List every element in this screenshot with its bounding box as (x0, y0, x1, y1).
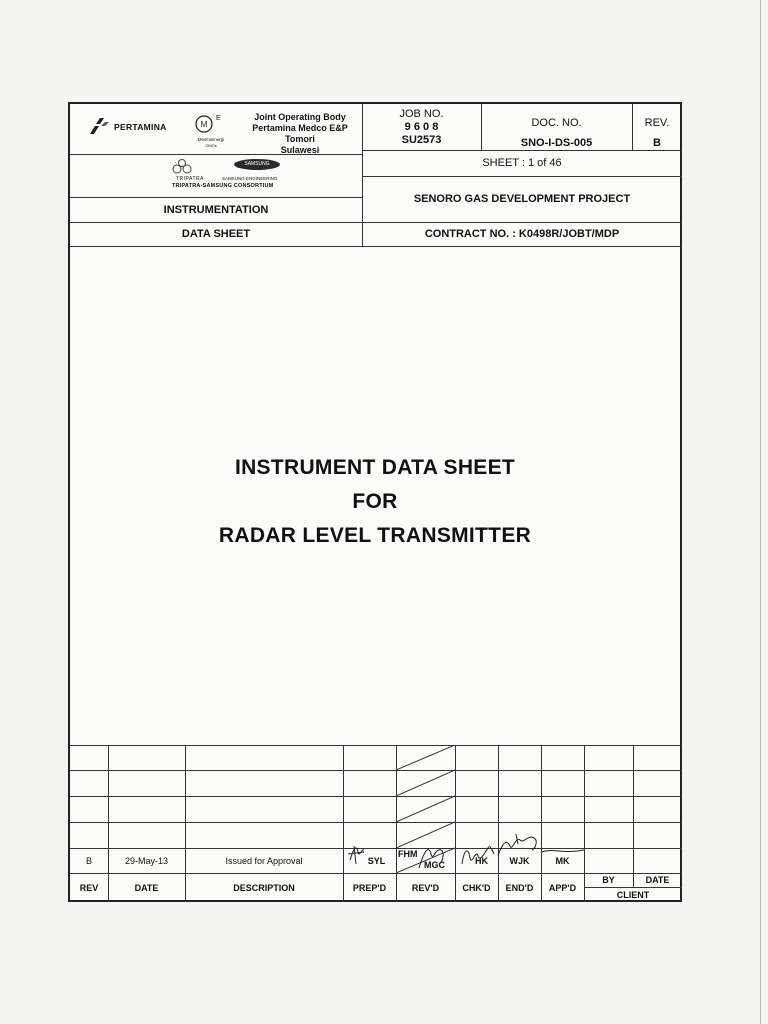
medco-logo-text: MedcoEnergi (197, 137, 225, 142)
label-client-by: BY (602, 875, 615, 885)
title-line-2: FOR (352, 490, 398, 513)
rev-row-appd: MK (555, 855, 570, 866)
label-client: CLIENT (616, 889, 650, 900)
rev-row-description: Issued for Approval (225, 855, 303, 866)
sheet-label: SHEET : (482, 157, 525, 169)
consortium-logo-block (70, 154, 362, 197)
rev-row-prepd: SYL (367, 855, 386, 866)
svg-text:M: M (200, 120, 208, 129)
data-sheet-page (68, 102, 682, 902)
sheet-number-cell (362, 150, 682, 176)
label-client-date: DATE (645, 875, 670, 885)
samsung-logo: SAMSUNG (234, 159, 280, 170)
pertamina-logo (88, 118, 167, 141)
rev-value: B (653, 137, 661, 149)
consortium-name: TRIPATRA-SAMSUNG CONSORTIUM (172, 183, 274, 189)
medco-logo (190, 112, 232, 152)
chkd-signature (458, 840, 498, 870)
rev-table-line-1 (70, 770, 682, 771)
doc-no-cell (481, 113, 632, 153)
doc-no-label: DOC. NO. (531, 117, 582, 129)
pertamina-mark-icon (88, 118, 110, 136)
rev-cell (632, 113, 682, 153)
label-rev: REV (79, 882, 99, 893)
label-prepd: PREP'D (352, 882, 387, 893)
doc-no-value: SNO-I-DS-005 (520, 137, 593, 149)
label-appd: APP'D (548, 882, 577, 893)
label-date: DATE (134, 882, 159, 893)
label-revd: REV'D (411, 882, 440, 893)
svg-text:E: E (216, 115, 221, 122)
title-line-3: RADAR LEVEL TRANSMITTER (218, 524, 532, 547)
project-name: SENORO GAS DEVELOPMENT PROJECT (413, 193, 631, 205)
rev-table-line-2 (70, 796, 682, 797)
job-no-sub: SU2573 (401, 134, 442, 146)
label-chkd: CHK'D (462, 882, 491, 893)
doc-type-label: DATA SHEET (181, 228, 251, 240)
job-no-value: 9 6 0 8 (404, 121, 439, 133)
jv-line-2: Pertamina Medco E&P Tomori (252, 123, 348, 144)
discipline-label: INSTRUMENTATION (163, 203, 269, 216)
label-description: DESCRIPTION (233, 882, 295, 893)
medco-circle-icon (190, 112, 230, 136)
jv-company-block (240, 112, 360, 156)
samsung-engineering-text: SAMSUNG ENGINEERING (222, 176, 278, 181)
job-no-cell (362, 108, 481, 147)
endd-signature (496, 830, 542, 860)
rev-row-revd-top: FHM (398, 849, 418, 859)
revd-signature (415, 842, 451, 872)
rev-row-date: 29-May-13 (124, 855, 169, 866)
tripatra-mark-icon (170, 159, 194, 175)
scan-edge (760, 0, 761, 1024)
appd-signature (540, 844, 586, 858)
sheet-value: 1 of 46 (528, 157, 562, 169)
tripatra-logo-text: TRIPATRA (176, 176, 204, 182)
pertamina-logo-text: PERTAMINA (114, 122, 167, 132)
prepd-signature (346, 838, 376, 868)
label-endd: END'D (505, 882, 534, 893)
rev-row-chkd: HK (475, 855, 488, 866)
medco-logo-sub: OMGs (205, 143, 217, 148)
title-line-1: INSTRUMENT DATA SHEET (234, 456, 516, 479)
contract-number: CONTRACT NO. : K0498R/JOBT/MDP (424, 228, 620, 240)
jv-line-1: Joint Operating Body (254, 112, 346, 122)
rev-row-endd: WJK (509, 855, 530, 866)
header-line-4 (70, 246, 682, 247)
rev-row-revd-bottom: MGC (424, 860, 445, 870)
rev-label: REV. (644, 117, 670, 129)
rev-table-top (70, 745, 682, 746)
job-no-label: JOB NO. (399, 108, 444, 120)
jv-line-3: Sulawesi (280, 145, 320, 155)
rev-table-line-3 (70, 822, 682, 823)
rev-row-rev: B (85, 855, 92, 866)
rev-col-9 (633, 745, 634, 887)
